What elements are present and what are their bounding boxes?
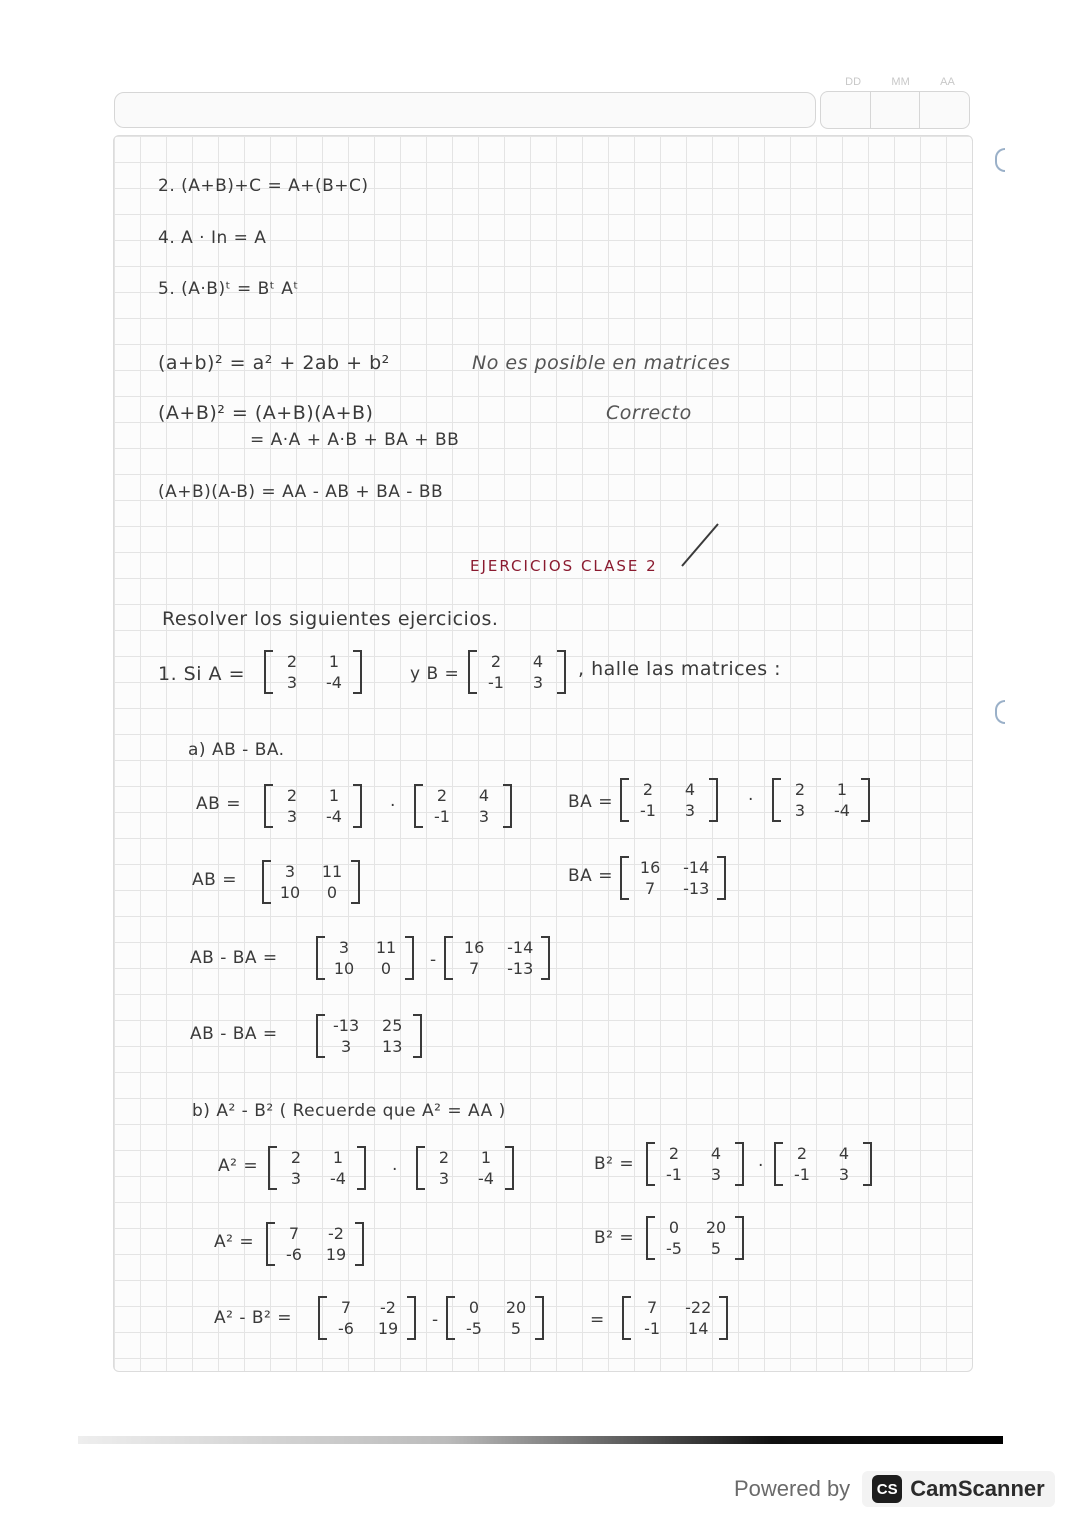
exercise-instructions: Resolver los siguientes ejercicios. (162, 608, 499, 630)
ab-minus-ba-label: AB - BA = (190, 948, 278, 968)
ba-factor-1 (620, 778, 718, 822)
bracket-left (318, 1296, 327, 1340)
matrix-cell: 2 (642, 780, 654, 799)
bracket-right (717, 856, 726, 900)
bracket-right (355, 1222, 364, 1266)
powered-by-text: Powered by (734, 1476, 851, 1501)
matrix-cell: 1 (332, 1148, 344, 1167)
page-edge-shadow (78, 1436, 1003, 1444)
date-cell-year (920, 92, 969, 128)
matrix-cell: 25 (382, 1016, 403, 1035)
matrix-cell: -6 (286, 1245, 302, 1264)
matrix-cell: 19 (377, 1319, 399, 1338)
matrix-cell: -13 (333, 1016, 360, 1035)
multiply-dot: · (758, 1156, 764, 1176)
bracket-left (266, 1222, 275, 1266)
date-label-month: MM (891, 76, 910, 88)
b2-factor-1 (646, 1142, 744, 1186)
matrix-cell: -4 (326, 807, 342, 826)
ba-label: BA = (568, 792, 613, 812)
bracket-left (646, 1216, 655, 1260)
matrix-cell: -1 (434, 807, 450, 826)
bracket-right (719, 1296, 728, 1340)
matrix-cell: -4 (834, 801, 850, 820)
ab-result (262, 860, 360, 904)
matrix-cell: 16 (463, 938, 485, 957)
matrix-cell: 2 (794, 780, 806, 799)
bracket-right (351, 860, 360, 904)
part-a-label: a) AB - BA. (188, 740, 285, 760)
matrix-cell: 2 (438, 1148, 450, 1167)
bracket-right (735, 1142, 744, 1186)
matrix-cell: -5 (466, 1319, 482, 1338)
camscanner-brand-name: CamScanner (910, 1476, 1045, 1501)
bracket-right (557, 650, 566, 694)
matrix-cell: 4 (532, 652, 544, 671)
bracket-right (357, 1146, 366, 1190)
bracket-left (444, 936, 453, 980)
ab-factor-2 (414, 784, 512, 828)
property-associative: 2. (A+B)+C = A+(B+C) (158, 176, 369, 196)
matrix-cell: 2 (668, 1144, 680, 1163)
matrix-cell: 2 (490, 652, 502, 671)
matrix-cell: -14 (683, 858, 710, 877)
matrix-cell: 11 (321, 862, 343, 881)
bracket-right (861, 778, 870, 822)
a2b2-minuend (318, 1296, 416, 1340)
multiply-dot: · (392, 1160, 398, 1180)
binomial-scalar: (a+b)² = a² + 2ab + b² (158, 352, 390, 374)
a2-minus-b2-label: A² - B² = (214, 1308, 293, 1328)
matrix-cell: 7 (644, 879, 656, 898)
matrix-cell: -5 (666, 1239, 682, 1258)
problem1-suffix: , halle las matrices : (578, 658, 782, 680)
matrix-cell: -13 (507, 959, 534, 978)
matrix-cell: 0 (380, 959, 392, 978)
camscanner-logo-icon: CS (872, 1475, 902, 1503)
matrix-cell: -4 (478, 1169, 494, 1188)
date-label-day: DD (845, 76, 862, 88)
matrix-cell: 3 (290, 1169, 302, 1188)
date-cell-month (871, 92, 921, 128)
ba-factor-2 (772, 778, 870, 822)
matrix-cell: 4 (478, 786, 490, 805)
problem1-and-B: y B = (410, 664, 460, 684)
matrix-cell: -1 (644, 1319, 661, 1338)
exercises-title: EJERCICIOS CLASE 2 (470, 557, 658, 575)
part-b-label: b) A² - B² ( Recuerde que A² = AA ) (192, 1101, 506, 1121)
ab-label: AB = (196, 794, 241, 814)
a2-label: A² = (218, 1156, 259, 1176)
matrix-cell: 4 (684, 780, 696, 799)
matrix-cell: 14 (688, 1319, 709, 1338)
matrix-cell: -1 (488, 673, 504, 692)
bracket-left (264, 784, 273, 828)
matrix-cell: -6 (338, 1319, 354, 1338)
matrix-cell: 5 (710, 1239, 722, 1258)
ba-result-label: BA = (568, 866, 613, 886)
matrix-cell: 7 (340, 1298, 352, 1317)
b2-label: B² = (594, 1154, 635, 1174)
matrix-cell: 1 (328, 786, 340, 805)
binder-ring-icon (995, 148, 1005, 172)
binomial-matrix-note: Correcto (606, 402, 692, 424)
ab-minus-ba-result (316, 1014, 422, 1058)
matrix-cell: 4 (710, 1144, 722, 1163)
matrix-cell: 3 (684, 801, 696, 820)
a2-factor-1 (268, 1146, 366, 1190)
matrix-cell: 3 (286, 673, 298, 692)
matrix-cell: -22 (685, 1298, 712, 1317)
matrix-cell: 2 (436, 786, 448, 805)
matrix-cell: -1 (794, 1165, 810, 1184)
bracket-right (709, 778, 718, 822)
bracket-right (407, 1296, 416, 1340)
ab-minus-ba-final-label: AB - BA = (190, 1024, 278, 1044)
matrix-cell: 0 (468, 1298, 480, 1317)
multiply-dot: · (390, 796, 396, 816)
multiply-dot: · (748, 790, 754, 810)
matrix-cell: 3 (710, 1165, 722, 1184)
matrix-cell: -4 (326, 673, 342, 692)
matrix-cell: 11 (375, 938, 397, 957)
matrix-cell: 7 (288, 1224, 300, 1243)
bracket-right (353, 650, 362, 694)
date-cell-day (821, 92, 871, 128)
matrix-cell: 2 (796, 1144, 808, 1163)
camscanner-watermark (734, 1468, 1055, 1510)
bracket-left (646, 1142, 655, 1186)
bracket-left (620, 856, 629, 900)
matrix-cell: 2 (286, 786, 298, 805)
camscanner-badge (862, 1471, 1055, 1507)
matrix-cell: 1 (836, 780, 848, 799)
a2-factor-2 (416, 1146, 514, 1190)
matrix-A (264, 650, 362, 694)
a2-result (266, 1222, 364, 1266)
matrix-cell: -2 (328, 1224, 344, 1243)
matrix-cell: 7 (646, 1298, 658, 1317)
binomial-expansion: = A·A + A·B + BA + BB (250, 430, 460, 450)
minus-sign: - (432, 1310, 439, 1330)
matrix-cell: 16 (639, 858, 661, 877)
bracket-left (468, 650, 477, 694)
matrix-cell: 2 (290, 1148, 302, 1167)
date-label-year: AA (940, 76, 955, 88)
matrix-cell: 2 (286, 652, 298, 671)
matrix-cell: -13 (683, 879, 710, 898)
matrix-cell: 10 (279, 883, 301, 902)
checkmark-slash-icon (680, 520, 730, 570)
binder-ring-icon (995, 700, 1005, 724)
date-box (820, 91, 970, 129)
matrix-cell: -1 (640, 801, 656, 820)
matrix-cell: 3 (838, 1165, 850, 1184)
bracket-right (353, 784, 362, 828)
header-title-bar (114, 92, 816, 128)
a2-result-label: A² = (214, 1232, 255, 1252)
matrix-cell: 20 (505, 1298, 527, 1317)
matrix-cell: 3 (284, 862, 296, 881)
b2-result (646, 1216, 744, 1260)
bracket-right (413, 1014, 422, 1058)
matrix-cell: 13 (382, 1037, 403, 1056)
ab-factor-1 (264, 784, 362, 828)
matrix-cell: 1 (328, 652, 340, 671)
bracket-left (416, 1146, 425, 1190)
matrix-cell: -2 (380, 1298, 396, 1317)
ab-result-label: AB = (192, 870, 237, 890)
bracket-left (268, 1146, 277, 1190)
matrix-cell: 7 (468, 959, 480, 978)
b2-factor-2 (774, 1142, 872, 1186)
matrix-cell: -14 (507, 938, 534, 957)
property-transpose: 5. (A·B)ᵗ = Bᵗ Aᵗ (158, 279, 299, 299)
difference-of-squares: (A+B)(A-B) = AA - AB + BA - BB (158, 482, 444, 502)
bracket-left (772, 778, 781, 822)
matrix-cell: -1 (666, 1165, 682, 1184)
matrix-cell: 3 (532, 673, 544, 692)
bracket-right (863, 1142, 872, 1186)
matrix-cell: 19 (325, 1245, 347, 1264)
bracket-left (264, 650, 273, 694)
matrix-cell: 3 (340, 1037, 352, 1056)
bracket-right (541, 936, 550, 980)
matrix-cell: 3 (286, 807, 298, 826)
problem1-prefix: 1. Si A = (158, 663, 246, 685)
matrix-cell: -4 (330, 1169, 346, 1188)
matrix-cell: 3 (438, 1169, 450, 1188)
bracket-left (414, 784, 423, 828)
diff-subtrahend (444, 936, 550, 980)
matrix-cell: 3 (794, 801, 806, 820)
diff-minuend (316, 936, 414, 980)
binomial-scalar-note: No es posible en matrices (472, 352, 731, 374)
a2-minus-b2-result (622, 1296, 728, 1340)
bracket-right (505, 1146, 514, 1190)
bracket-left (620, 778, 629, 822)
matrix-cell: 5 (510, 1319, 522, 1338)
bracket-right (503, 784, 512, 828)
matrix-cell: 20 (705, 1218, 727, 1237)
bracket-left (316, 1014, 325, 1058)
matrix-cell: 0 (668, 1218, 680, 1237)
matrix-cell: 3 (478, 807, 490, 826)
bracket-right (405, 936, 414, 980)
matrix-B (468, 650, 566, 694)
a2b2-subtrahend (446, 1296, 544, 1340)
equals-sign: = (590, 1310, 605, 1330)
property-identity: 4. A · In = A (158, 228, 267, 248)
binomial-matrix: (A+B)² = (A+B)(A+B) (158, 402, 374, 424)
matrix-cell: 1 (480, 1148, 492, 1167)
bracket-left (774, 1142, 783, 1186)
bracket-right (535, 1296, 544, 1340)
bracket-right (735, 1216, 744, 1260)
b2-result-label: B² = (594, 1228, 635, 1248)
matrix-cell: 0 (326, 883, 338, 902)
bracket-left (262, 860, 271, 904)
bracket-left (316, 936, 325, 980)
date-labels (830, 76, 970, 90)
ba-result (620, 856, 726, 900)
matrix-cell: 10 (333, 959, 355, 978)
matrix-cell: 4 (838, 1144, 850, 1163)
bracket-left (446, 1296, 455, 1340)
bracket-left (622, 1296, 631, 1340)
matrix-cell: 3 (338, 938, 350, 957)
minus-sign: - (430, 950, 437, 970)
